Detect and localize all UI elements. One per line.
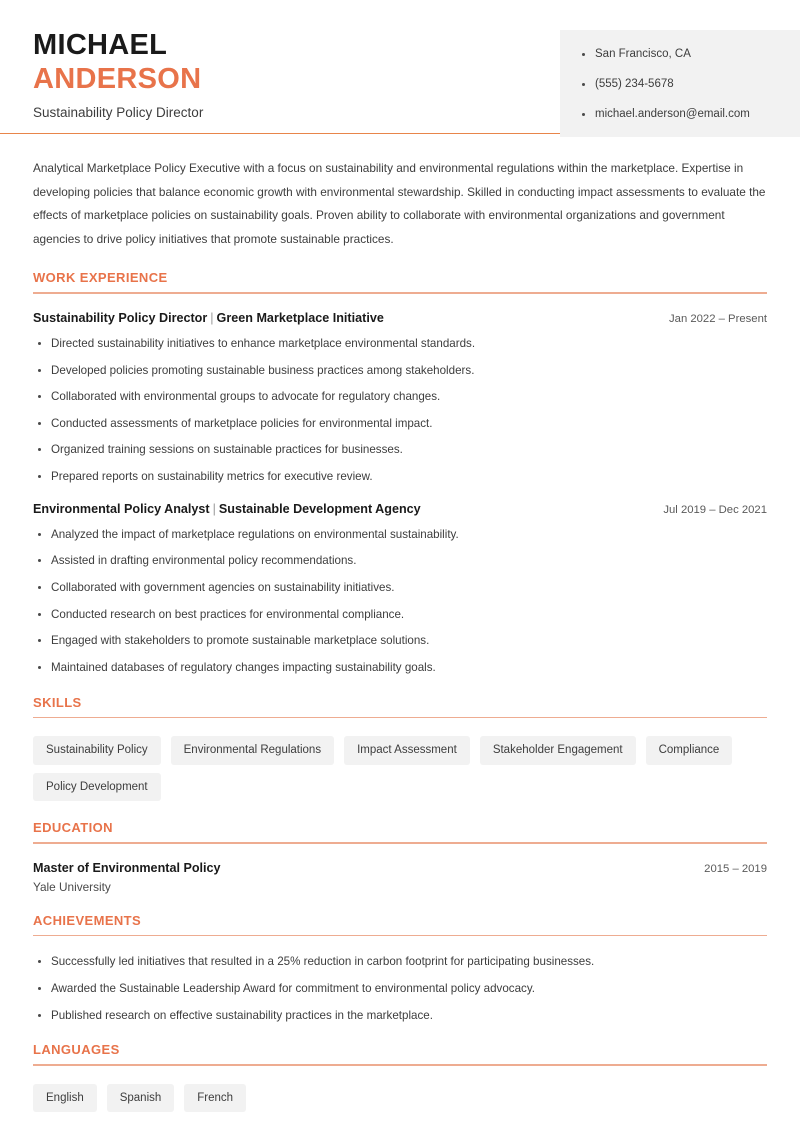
bullet-item: Prepared reports on sustainability metrics for executive review. (33, 469, 767, 485)
skills-chip-list (33, 736, 767, 801)
contact-list (582, 48, 780, 121)
language-chip: Spanish (107, 1084, 175, 1113)
resume-header (0, 0, 800, 133)
bullet-item: Published research on effective sustainability practices in the marketplace. (33, 1008, 767, 1024)
section-skills (33, 695, 767, 802)
section-divider (33, 842, 767, 844)
title-separator: | (212, 501, 216, 516)
professional-title: Sustainability Policy Director (33, 105, 204, 121)
section-education (33, 820, 767, 894)
work-entry-organization: Green Marketplace Initiative (216, 310, 384, 325)
education-degree: Master of Environmental Policy (33, 860, 221, 875)
education-date: 2015 – 2019 (704, 862, 767, 875)
skill-chip: Compliance (646, 736, 733, 765)
first-name: MICHAEL (33, 29, 168, 61)
section-divider (33, 1064, 767, 1066)
identity-block (0, 22, 203, 120)
work-entry-title (33, 502, 421, 516)
skill-chip: Stakeholder Engagement (480, 736, 636, 765)
section-title-languages: LANGUAGES (33, 1042, 120, 1058)
title-separator: | (210, 310, 214, 325)
language-chip: French (184, 1084, 246, 1113)
resume-content (0, 157, 800, 1112)
skill-chip: Environmental Regulations (171, 736, 334, 765)
work-entry-header (33, 502, 767, 516)
section-title-work-experience: WORK EXPERIENCE (33, 270, 168, 286)
bullet-item: Conducted research on best practices for environmental compliance. (33, 607, 767, 623)
contact-panel (560, 30, 800, 137)
section-work-experience (33, 270, 767, 675)
contact-item-email[interactable]: michael.anderson@email.com (582, 108, 780, 122)
bullet-item: Successfully led initiatives that resulted in a 25% reduction in carbon footprint for participating businesses. (33, 954, 767, 970)
section-title-achievements: ACHIEVEMENTS (33, 912, 142, 928)
work-entry-organization: Sustainable Development Agency (218, 501, 421, 516)
section-title-skills: SKILLS (33, 694, 82, 710)
language-chip: English (33, 1084, 97, 1113)
bullet-item: Conducted assessments of marketplace policies for environmental impact. (33, 416, 767, 432)
contact-item-phone[interactable]: (555) 234-5678 (582, 78, 780, 92)
work-entry-bullets (33, 527, 767, 676)
work-entry-date: Jan 2022 – Present (669, 312, 767, 325)
section-achievements (33, 913, 767, 1023)
section-title-education: EDUCATION (33, 820, 113, 836)
education-entry-header (33, 861, 767, 875)
education-institution: Yale University (33, 879, 111, 894)
work-entry-role: Environmental Policy Analyst (33, 501, 210, 516)
bullet-item: Awarded the Sustainable Leadership Award for commitment to environmental policy advocacy. (33, 981, 767, 997)
work-entry-title (33, 311, 384, 325)
work-entry (33, 311, 767, 485)
professional-summary: Analytical Marketplace Policy Executive with a focus on sustainability and environmental regulations within the marketplace. Expertise in developing policies that balance economic growth with environmental stewardship. Skilled in conducting impact assessments to evaluate the effects of marketplace policies on sustainability goals. Proven ability to collaborate with environmental organizations and government agencies to drive policy initiatives that promote sustainable practices. (33, 161, 766, 246)
achievements-list (33, 954, 767, 1023)
work-entry-role: Sustainability Policy Director (33, 310, 208, 325)
section-divider (33, 717, 767, 719)
section-divider (33, 935, 767, 937)
bullet-item: Engaged with stakeholders to promote sustainable marketplace solutions. (33, 633, 767, 649)
contact-item-location: San Francisco, CA (582, 48, 780, 62)
bullet-item: Analyzed the impact of marketplace regulations on environmental sustainability. (33, 527, 767, 543)
languages-chip-list (33, 1084, 767, 1113)
skill-chip: Policy Development (33, 773, 161, 802)
last-name: ANDERSON (33, 63, 202, 96)
section-divider (33, 292, 767, 294)
work-entry-bullets (33, 336, 767, 485)
bullet-item: Organized training sessions on sustainable practices for businesses. (33, 442, 767, 458)
skill-chip: Sustainability Policy (33, 736, 161, 765)
education-entry (33, 861, 767, 894)
bullet-item: Directed sustainability initiatives to enhance marketplace environmental standards. (33, 336, 767, 352)
bullet-item: Assisted in drafting environmental policy recommendations. (33, 553, 767, 569)
skill-chip: Impact Assessment (344, 736, 470, 765)
bullet-item: Developed policies promoting sustainable business practices among stakeholders. (33, 363, 767, 379)
work-entry (33, 502, 767, 676)
bullet-item: Collaborated with environmental groups to advocate for regulatory changes. (33, 389, 767, 405)
work-entry-date: Jul 2019 – Dec 2021 (663, 503, 767, 516)
section-languages (33, 1042, 767, 1112)
bullet-item: Collaborated with government agencies on sustainability initiatives. (33, 580, 767, 596)
work-entry-header (33, 311, 767, 325)
bullet-item: Maintained databases of regulatory changes impacting sustainability goals. (33, 660, 767, 676)
